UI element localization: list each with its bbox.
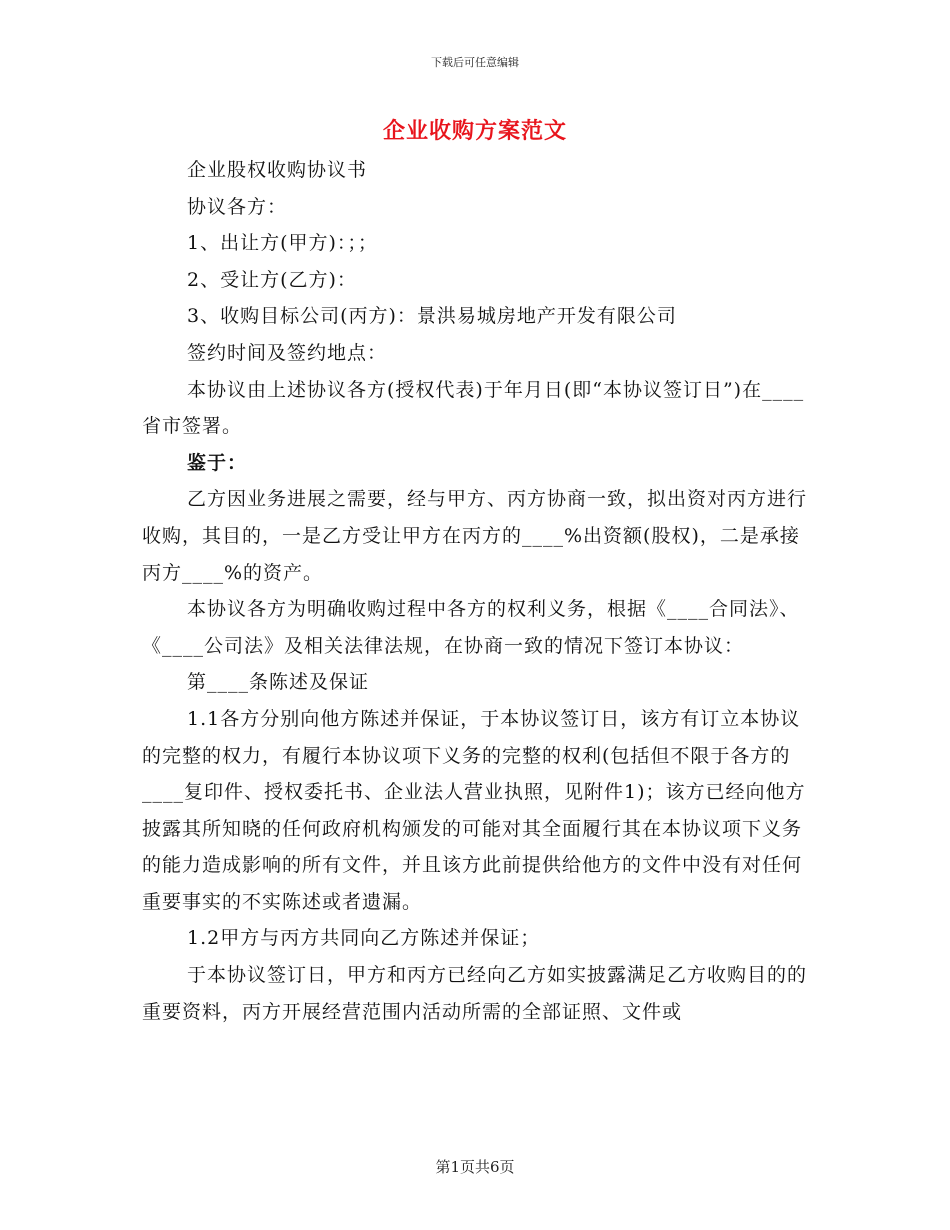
paragraph-purpose: 乙方因业务进展之需要，经与甲方、丙方协商一致，拟出资对丙方进行收购，其目的，一是乙方受让甲方在丙方的____%出资额(股权)，二是承接丙方____%的资产。 [142, 488, 808, 584]
paragraph-party-c: 3、收购目标公司(丙方)：景洪易城房地产开发有限公司 [187, 305, 677, 328]
paragraph-signing-statement: 本协议由上述协议各方(授权代表)于年月日(即“本协议签订日”)在____省市签署。 [142, 378, 805, 438]
paragraph-party-a: 1、出让方(甲方)：；； [187, 232, 378, 255]
paragraph-clause-1-2: 1.2甲方与丙方共同向乙方陈述并保证； [187, 927, 541, 950]
paragraph-article-heading: 第____条陈述及保证 [187, 671, 370, 694]
download-note: 下载后可任意编辑 [431, 56, 519, 69]
paragraph-agreement-name: 企业股权收购协议书 [187, 159, 368, 181]
paragraph-legal-basis: 本协议各方为明确收购过程中各方的权利义务，根据《____合同法》、《____公司法》及相关法律法规，在协商一致的情况下签订本协议： [142, 598, 800, 657]
paragraph-whereas-heading: 鉴于： [187, 451, 248, 474]
document-body [142, 152, 814, 1030]
paragraph-party-b: 2、受让方(乙方)： [187, 268, 357, 291]
paragraph-clause-1-1: 1.1各方分别向他方陈述并保证，于本协议签订日，该方有订立本协议的完整的权力，有履行本协议项下义务的完整的权利(包括但不限于各方的____复印件、授权委托书、企业法人营业执照，见附件1)；该方已经向他方披露其所知晓的任何政府机构颁发的可能对其全面履行其在本协议项下义务的能力造成影响的所有文件，并且该方此前提供给他方的文件中没有对任何重要事实的不实陈述或者遗漏。 [142, 707, 806, 913]
paragraph-signing-time-place: 签约时间及签约地点： [187, 341, 388, 364]
page-number: 第1页共6页 [435, 1158, 515, 1176]
paragraph-parties-heading: 协议各方： [187, 195, 288, 218]
paragraph-disclosure: 于本协议签订日，甲方和丙方已经向乙方如实披露满足乙方收购目的的重要资料，丙方开展经营范围内活动所需的全部证照、文件或 [142, 964, 808, 1023]
document-title: 企业收购方案范文 [382, 118, 567, 144]
